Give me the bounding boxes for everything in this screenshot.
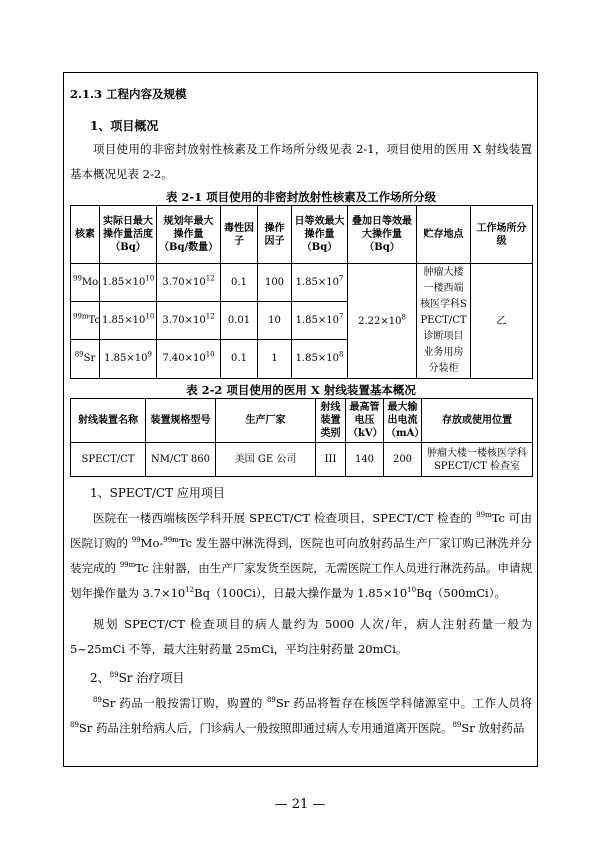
- table1: [70, 205, 533, 379]
- current-cell: 200: [384, 443, 422, 477]
- table2-header: 装置规格型号: [146, 399, 216, 443]
- voltage-cell: 140: [346, 443, 384, 477]
- toxicity-cell: 0.1: [221, 339, 258, 378]
- page-content: [70, 78, 532, 741]
- spect-paragraph: 医院在一楼西端核医学科开展 SPECT/CT 检查项目，SPECT/CT 检查的 $^{99m}$Tc 可由医院订购的 $^{99}$Mo-$^{99m}$Tc 发生器中淋洗得到，医院也可向放射药品生产厂家订购已淋洗并分装完成的 $^{99m}$Tc 注射器，由生产厂家发货至医院，无需医院工作人员进行淋洗药品。申请规划年操作量为 $3.7\times 10^{12}Bq(100Ci)$，日最大操作量为 $1.85\times 10^{10}Bq(500mCi)$。: [70, 511, 533, 600]
- table-row: [71, 264, 533, 302]
- device-name-cell: SPECT/CT: [71, 443, 146, 477]
- table2-header-row: [71, 399, 533, 443]
- operation-cell: 100: [258, 264, 292, 302]
- table2-header: 最大输出电流（mA）: [384, 399, 422, 443]
- subsection-spect-title: [70, 481, 532, 506]
- daily-activity-cell: $1.85\times 10^9$: [100, 339, 157, 378]
- table1-header: 工作场所分级: [471, 206, 533, 264]
- operation-cell: 10: [258, 301, 292, 339]
- device-model-cell: NM/CT 860: [146, 443, 216, 477]
- merged-total-cell: $2.22\times 10^8$: [348, 264, 417, 379]
- table1-header: 实际日最大操作量活度（Bq）: [100, 206, 157, 264]
- patients-paragraph: 规划 SPECT/CT 检查项目的病人量约为 5000 人次/年，病人注射药量一般为 5~25mCi 不等，最大注射药量 25mCi，平均注射药量 20mCi。: [70, 617, 532, 656]
- subsection-title: 1、项目概况: [90, 119, 159, 133]
- location-cell: 肿瘤大楼一楼核医学科 SPECT/CT 检查室: [422, 443, 533, 477]
- table1-header-row: [71, 206, 533, 264]
- device-class-cell: III: [316, 443, 346, 477]
- table1-header: 规划年最大操作量（Bq/数量）: [157, 206, 221, 264]
- nuclide-cell: $^{99}$Mo: [71, 264, 100, 302]
- table1-header: 日等效最大操作量（Bq）: [292, 206, 348, 264]
- sr-paragraph: $^{89}$Sr 药品一般按需订购，购置的 $^{89}$Sr 药品将暂存在核医学科储源室中。工作人员将 $^{89}$Sr 药品注射给病人后，门诊病人一般按照即通过病人专用通道离开医院。$^{89}$Sr 放射药品: [70, 696, 533, 735]
- table1-header: 贮存地点: [417, 206, 471, 264]
- table2-header: 射线装置类别: [316, 399, 346, 443]
- table1-header: 核素: [71, 206, 100, 264]
- subsection-spect-label: 1、SPECT/CT 应用项目: [90, 486, 225, 500]
- table2-header: 存放或使用位置: [422, 399, 533, 443]
- page-number: — 21 —: [274, 797, 326, 812]
- nuclide-cell: $^{99m}$Tc: [71, 301, 100, 339]
- toxicity-cell: 0.1: [221, 264, 258, 302]
- subsection-sr-title: 2、$^{89}$Sr 治疗项目: [90, 671, 185, 685]
- table2-header: 射线装置名称: [71, 399, 146, 443]
- annual-activity-cell: $3.70\times 10^{12}$: [157, 301, 221, 339]
- table-row: [71, 443, 533, 477]
- daily-activity-cell: $1.85\times 10^{10}$: [100, 264, 157, 302]
- daily-activity-cell: $1.85\times 10^{10}$: [100, 301, 157, 339]
- annual-activity-cell: $7.40\times 10^{10}$: [157, 339, 221, 378]
- table2: [70, 398, 533, 477]
- table1-header: 操作因子: [258, 206, 292, 264]
- intro-paragraph: 项目使用的非密封放射性核素及工作场所分级见表 2-1，项目使用的医用 X 射线装置基本概况见表 2-2。: [70, 142, 532, 181]
- table2-caption: 表 2-2 项目使用的医用 X 射线装置基本概况: [186, 383, 416, 397]
- manufacturer-cell: 美国 GE 公司: [216, 443, 316, 477]
- equiv-cell: $1.85\times 10^7$: [292, 301, 348, 339]
- annual-activity-cell: $3.70\times 10^{12}$: [157, 264, 221, 302]
- table1-header: 叠加日等效最大操作量（Bq）: [348, 206, 417, 264]
- equiv-cell: $1.85\times 10^8$: [292, 339, 348, 378]
- grade-cell: 乙: [471, 264, 533, 379]
- table2-header: 生产厂家: [216, 399, 316, 443]
- toxicity-cell: 0.01: [221, 301, 258, 339]
- table2-header: 最高管电压（kV）: [346, 399, 384, 443]
- table1-caption: 表 2-1 项目使用的非密封放射性核素及工作场所分级: [165, 190, 437, 204]
- storage-cell: 肿瘤大楼一楼西端核医学科SPECT/CT诊断项目业务用房分装柜: [417, 264, 471, 379]
- operation-cell: 1: [258, 339, 292, 378]
- equiv-cell: $1.85\times 10^7$: [292, 264, 348, 302]
- table1-header: 毒性因子: [221, 206, 258, 264]
- nuclide-cell: $^{89}$Sr: [71, 339, 100, 378]
- section-title: 2.1.3 工程内容及规模: [70, 87, 187, 101]
